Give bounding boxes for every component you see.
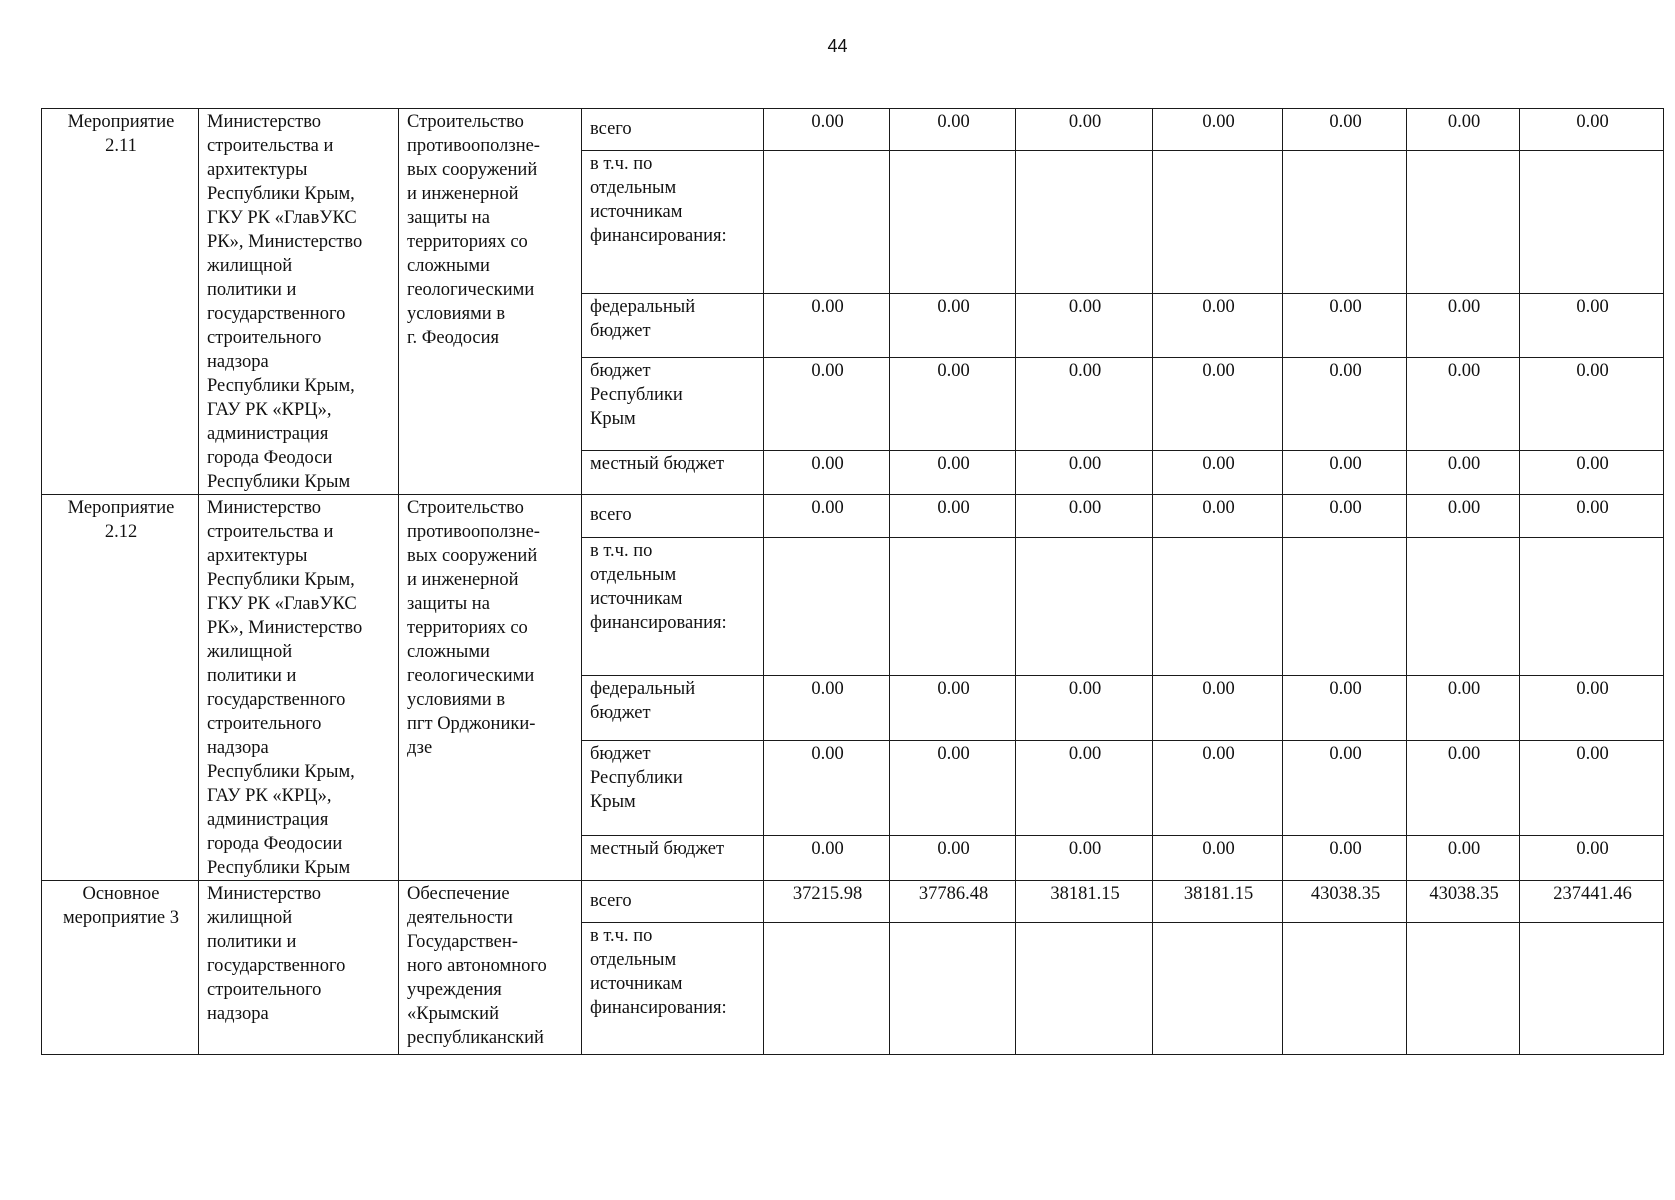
amount-cell (1016, 151, 1153, 294)
amount-cell: 0.00 (890, 450, 1016, 494)
amount-cell: 0.00 (1153, 741, 1283, 835)
amount-cell: 0.00 (890, 109, 1016, 151)
amount-cell: 0.00 (890, 675, 1016, 741)
amount-cell (1520, 538, 1664, 676)
amount-cell: 0.00 (764, 741, 890, 835)
funding-source: бюджет Республики Крым (582, 358, 764, 450)
amount-cell: 0.00 (1283, 495, 1407, 538)
amount-cell: 237441.46 (1520, 881, 1664, 923)
amount-cell: 0.00 (1520, 109, 1664, 151)
measure-executors: Министерство строительства и архитектуры Республики Крым, ГКУ РК «ГлавУКС РК», Министерство жилищной политики и государственного строительного надзора Республики Крым, ГАУ РК «КРЦ», администрация города Феодоси Республики Крым (199, 109, 399, 495)
amount-cell: 0.00 (1407, 741, 1520, 835)
amount-cell: 0.00 (1016, 675, 1153, 741)
amount-cell: 0.00 (1520, 450, 1664, 494)
amount-cell (764, 151, 890, 294)
amount-cell: 0.00 (1283, 358, 1407, 450)
amount-cell: 0.00 (1016, 109, 1153, 151)
amount-cell: 0.00 (764, 358, 890, 450)
amount-cell: 0.00 (890, 835, 1016, 880)
amount-cell (1407, 923, 1520, 1055)
amount-cell: 0.00 (890, 495, 1016, 538)
amount-cell: 0.00 (1283, 675, 1407, 741)
amount-cell (764, 538, 890, 676)
amount-cell (890, 151, 1016, 294)
amount-cell: 0.00 (1283, 450, 1407, 494)
amount-cell: 0.00 (1283, 293, 1407, 357)
amount-cell (764, 923, 890, 1055)
amount-cell: 38181.15 (1016, 881, 1153, 923)
amount-cell (1283, 538, 1407, 676)
amount-cell: 0.00 (1407, 495, 1520, 538)
amount-cell: 37786.48 (890, 881, 1016, 923)
amount-cell: 0.00 (890, 358, 1016, 450)
measure-number: Мероприятие 2.11 (42, 109, 199, 495)
amount-cell: 0.00 (1016, 450, 1153, 494)
amount-cell: 0.00 (1520, 835, 1664, 880)
amount-cell: 0.00 (764, 495, 890, 538)
amount-cell (1407, 151, 1520, 294)
measure-executors: Министерство жилищной политики и государственного строительного надзора (199, 881, 399, 1055)
amount-cell: 0.00 (1283, 741, 1407, 835)
amount-cell: 0.00 (1153, 450, 1283, 494)
table-row (42, 109, 1664, 151)
amount-cell: 0.00 (1153, 293, 1283, 357)
funding-source: в т.ч. по отдельным источникам финансирования: (582, 923, 764, 1055)
amount-cell: 0.00 (1407, 835, 1520, 880)
measure-name: Строительство противооползне- вых сооружений и инженерной защиты на территориях со сложными геологическими условиями в пгт Орджоники- дзе (399, 495, 582, 881)
amount-cell (890, 538, 1016, 676)
amount-cell: 0.00 (1153, 109, 1283, 151)
amount-cell: 0.00 (1016, 293, 1153, 357)
funding-source: федеральный бюджет (582, 293, 764, 357)
page-number: 44 (827, 36, 848, 56)
amount-cell: 0.00 (890, 741, 1016, 835)
funding-source: всего (582, 109, 764, 151)
amount-cell (1283, 151, 1407, 294)
amount-cell (1153, 151, 1283, 294)
amount-cell: 0.00 (1520, 741, 1664, 835)
amount-cell (1153, 538, 1283, 676)
table-row (42, 495, 1664, 538)
amount-cell (1407, 538, 1520, 676)
measure-name: Обеспечение деятельности Государствен- ного автономного учреждения «Крымский республиканский (399, 881, 582, 1055)
funding-source: в т.ч. по отдельным источникам финансирования: (582, 151, 764, 294)
amount-cell: 0.00 (764, 835, 890, 880)
amount-cell: 0.00 (1016, 358, 1153, 450)
amount-cell: 0.00 (1153, 835, 1283, 880)
funding-source: всего (582, 495, 764, 538)
amount-cell (1520, 151, 1664, 294)
amount-cell: 0.00 (1520, 675, 1664, 741)
amount-cell: 0.00 (764, 293, 890, 357)
funding-source: федеральный бюджет (582, 675, 764, 741)
amount-cell: 43038.35 (1283, 881, 1407, 923)
amount-cell: 0.00 (1520, 358, 1664, 450)
amount-cell: 0.00 (1153, 495, 1283, 538)
amount-cell: 0.00 (1283, 109, 1407, 151)
amount-cell: 0.00 (764, 109, 890, 151)
measure-number: Основное мероприятие 3 (42, 881, 199, 1055)
amount-cell: 0.00 (1153, 358, 1283, 450)
amount-cell: 0.00 (1153, 675, 1283, 741)
measure-executors: Министерство строительства и архитектуры Республики Крым, ГКУ РК «ГлавУКС РК», Министерство жилищной политики и государственного строительного надзора Республики Крым, ГАУ РК «КРЦ», администрация города Феодосии Республики Крым (199, 495, 399, 881)
amount-cell: 37215.98 (764, 881, 890, 923)
funding-source: местный бюджет (582, 450, 764, 494)
funding-source: в т.ч. по отдельным источникам финансирования: (582, 538, 764, 676)
table-body (42, 109, 1664, 1055)
amount-cell (1016, 538, 1153, 676)
amount-cell: 0.00 (890, 293, 1016, 357)
amount-cell (1016, 923, 1153, 1055)
measure-name: Строительство противооползне- вых сооружений и инженерной защиты на территориях со сложными геологическими условиями в г. Феодосия (399, 109, 582, 495)
amount-cell: 0.00 (1407, 358, 1520, 450)
amount-cell: 38181.15 (1153, 881, 1283, 923)
amount-cell: 0.00 (1016, 495, 1153, 538)
amount-cell: 0.00 (764, 675, 890, 741)
amount-cell (890, 923, 1016, 1055)
funding-source: всего (582, 881, 764, 923)
amount-cell: 0.00 (1283, 835, 1407, 880)
table-row (42, 881, 1664, 923)
funding-source: местный бюджет (582, 835, 764, 880)
amount-cell (1153, 923, 1283, 1055)
amount-cell: 0.00 (1016, 835, 1153, 880)
amount-cell: 0.00 (1520, 495, 1664, 538)
amount-cell: 0.00 (1407, 450, 1520, 494)
amount-cell (1520, 923, 1664, 1055)
amount-cell: 0.00 (1407, 293, 1520, 357)
funding-source: бюджет Республики Крым (582, 741, 764, 835)
budget-table (41, 108, 1664, 1055)
amount-cell: 0.00 (1407, 109, 1520, 151)
amount-cell: 0.00 (1407, 675, 1520, 741)
amount-cell: 43038.35 (1407, 881, 1520, 923)
measure-number: Мероприятие 2.12 (42, 495, 199, 881)
amount-cell (1283, 923, 1407, 1055)
amount-cell: 0.00 (764, 450, 890, 494)
amount-cell: 0.00 (1016, 741, 1153, 835)
amount-cell: 0.00 (1520, 293, 1664, 357)
